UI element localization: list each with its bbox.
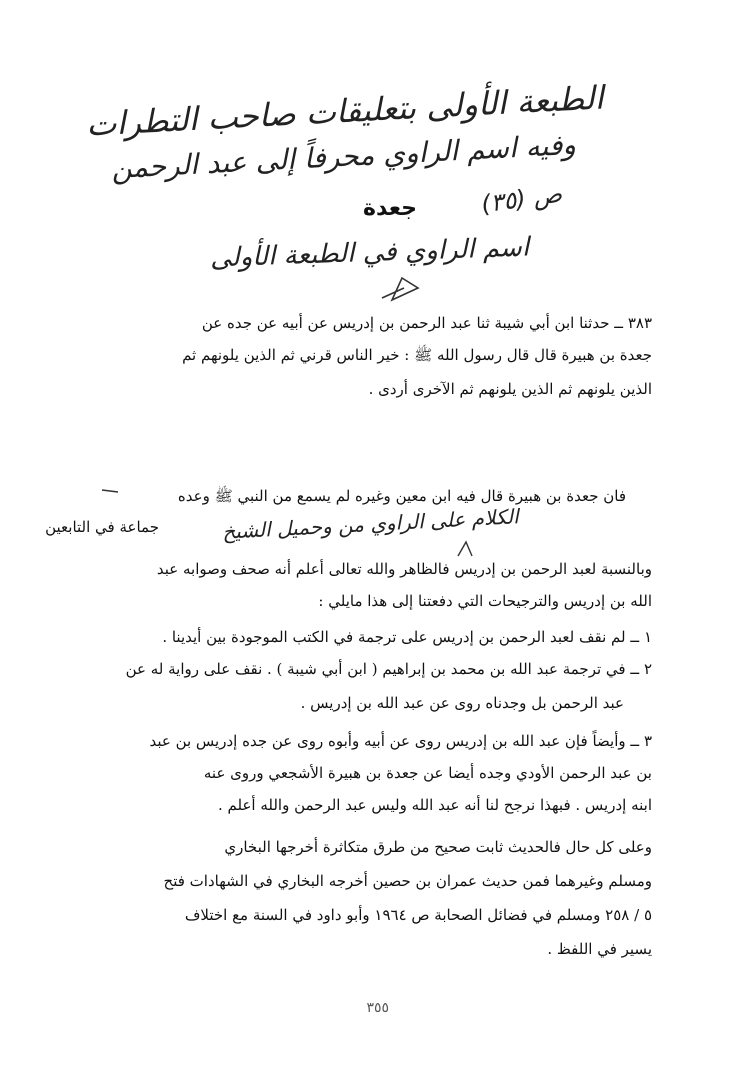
section-title: جعدة bbox=[363, 196, 417, 221]
handwritten-margin-dash bbox=[102, 490, 118, 492]
page-number: ٣٥٥ bbox=[366, 1000, 389, 1016]
commentary-item3-line1: ٣ ــ وأيضاً فإن عبد الله بن إدريس روى عن أبيه وأبوه روى عن جده إدريس بن عبد bbox=[149, 732, 652, 750]
hadith-line-1: ٣٨٣ ــ حدثنا ابن أبي شيبة ثنا عبد الرحمن بن إدريس عن أبيه عن جده عن bbox=[201, 314, 652, 332]
commentary-p2-line2: الله بن إدريس والترجيحات التي دفعتنا إلى هذا مايلي : bbox=[318, 592, 652, 610]
hadith-line-2: جعدة بن هبيرة قال قال رسول الله ﷺ : خير الناس قرني ثم الذين يلونهم ثم bbox=[182, 346, 652, 364]
commentary-item2-line2: عبد الرحمن بل وجدناه روى عن عبد الله بن إدريس . bbox=[300, 694, 624, 712]
commentary-item2-line1: ٢ ــ في ترجمة عبد الله بن محمد بن إبراهيم ( ابن أبي شيبة ) . نقف على رواية له عن bbox=[125, 660, 652, 678]
handwritten-note-title: اسم الراوي في الطبعة الأولى bbox=[209, 232, 530, 274]
handwritten-caret-mark bbox=[458, 542, 472, 556]
commentary-p3-line3: ٥ / ٢٥٨ ومسلم في فضائل الصحابة ص ١٩٦٤ وأبو داود في السنة مع اختلاف bbox=[184, 906, 652, 924]
handwritten-arrow-mark bbox=[382, 278, 418, 300]
commentary-p1-line2: جماعة في التابعين bbox=[45, 518, 159, 536]
handwritten-note-tabiin: الكلام على الراوي من وحميل الشيخ bbox=[221, 504, 520, 544]
handwritten-page-ref: ص (٣٥) bbox=[479, 179, 564, 219]
handwritten-note-line2: وفيه اسم الراوي محرفاً إلى عبد الرحمن bbox=[110, 127, 577, 186]
commentary-item1: ١ ــ لم نقف لعبد الرحمن بن إدريس على ترجمة في الكتب الموجودة بين أيدينا . bbox=[162, 628, 652, 646]
commentary-p3-line2: ومسلم وغيرهما فمن حديث عمران بن حصين أخرجه البخاري في الشهادات فتح bbox=[163, 872, 652, 890]
handwritten-note-line1: الطبعة الأولى بتعليقات صاحب التطرات bbox=[85, 78, 605, 144]
commentary-item3-line2: بن عبد الرحمن الأودي وجده أيضا عن جعدة بن هبيرة الأشجعي وروى عنه bbox=[203, 764, 652, 782]
commentary-p3-line4: يسير في اللفظ . bbox=[547, 940, 652, 958]
commentary-p3-line1: وعلى كل حال فالحديث ثابت صحيح من طرق متكاثرة أخرجها البخاري bbox=[224, 838, 652, 856]
commentary-p1-line1: فان جعدة بن هبيرة قال فيه ابن معين وغيره لم يسمع من النبي ﷺ وعده bbox=[177, 487, 626, 505]
commentary-item3-line3: ابنه إدريس . فبهذا نرجح لنا أنه عبد الله وليس عبد الرحمن والله أعلم . bbox=[217, 796, 652, 814]
commentary-p2-line1: وبالنسبة لعبد الرحمن بن إدريس فالظاهر والله تعالى أعلم أنه صحف وصوابه عبد bbox=[156, 560, 652, 578]
hadith-line-3: الذين يلونهم ثم الذين يلونهم ثم الآخرى أردى . bbox=[368, 380, 652, 398]
